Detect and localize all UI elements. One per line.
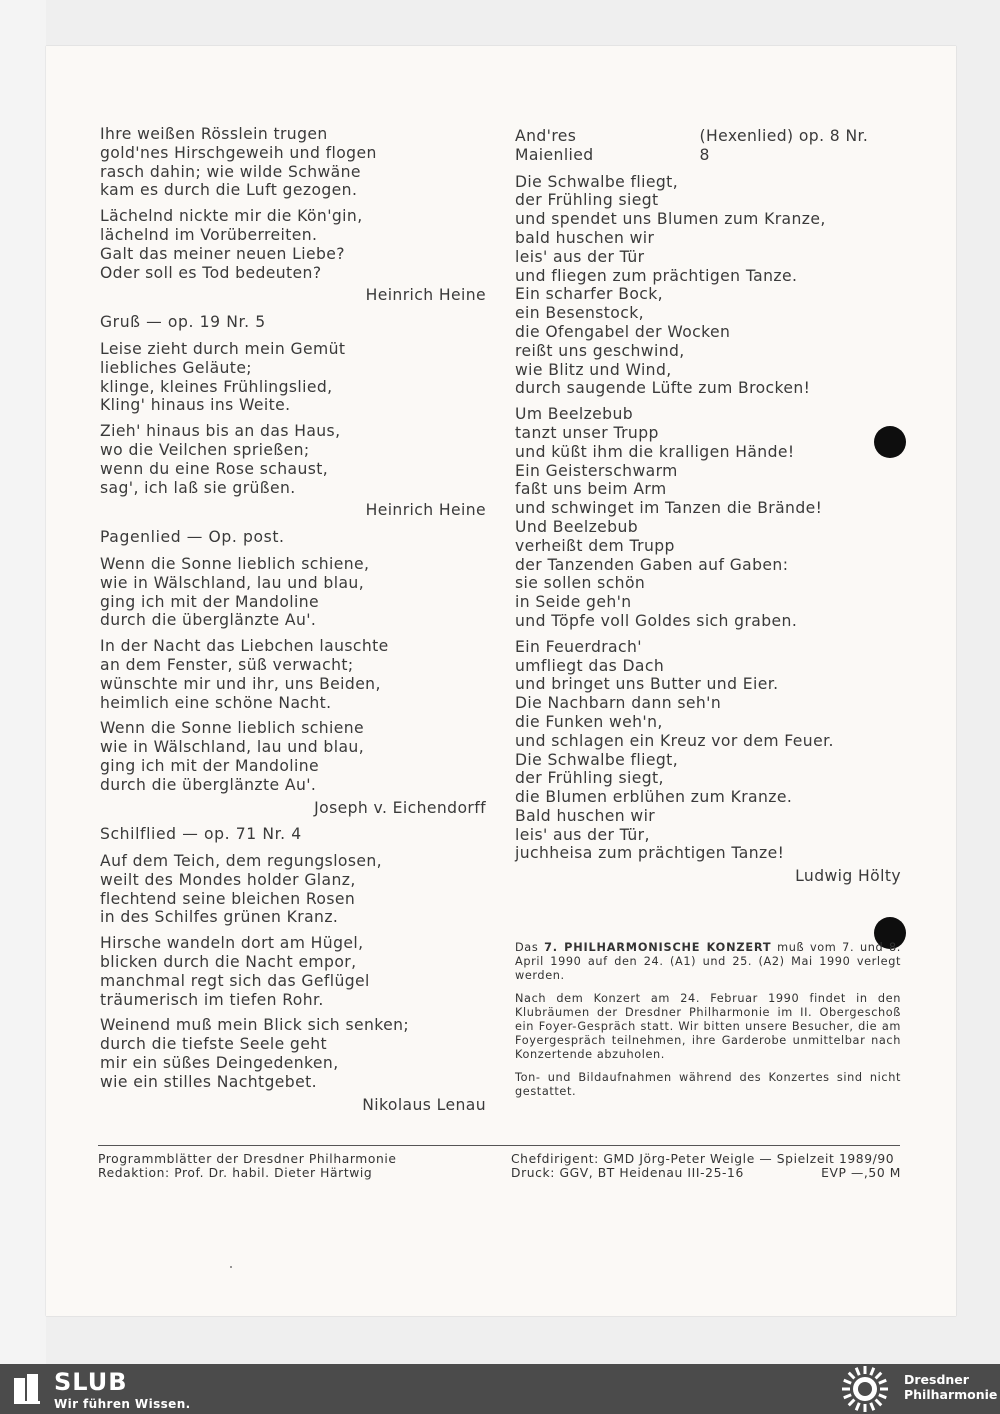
poem-title-text: And'res Maienlied [515,127,594,164]
stanza [100,422,490,497]
verse-line: Die Schwalbe fliegt, [515,750,679,769]
verse-line: und spendet uns Blumen zum Kranze, [515,210,826,229]
verse-line: leis' aus der Tür, [515,825,650,844]
verse-line: sag', ich laß sie grüßen. [100,478,296,497]
footer-publisher [98,1152,397,1180]
verse-line: in des Schilfes grünen Kranz. [100,908,339,927]
poem-pagenlied [100,528,490,817]
verse-line: leis' aus der Tür [515,247,645,266]
poem-gruss [100,313,490,520]
footer-print-row [511,1166,901,1180]
slub-wordmark[interactable]: SLUB [54,1368,128,1396]
verse-line: reißt uns geschwind, [515,341,685,360]
verse-line: wie in Wälschland, lau und blau, [100,573,365,592]
stanza [100,207,490,282]
note-concert-name: 7. PHILHARMONISCHE KONZERT [544,941,772,954]
verse-line: Leise zieht durch mein Gemüt [100,339,346,358]
verse-line: flechtend seine bleichen Rosen [100,889,356,908]
verse-line: Bald huschen wir [515,806,656,825]
verse-line: Die Schwalbe fliegt, [515,172,679,191]
verse-line: wünschte mir und ihr, uns Beiden, [100,674,381,693]
stanza [100,637,490,712]
verse-line: durch saugende Lüfte zum Brocken! [515,379,811,398]
punch-hole [874,426,906,458]
footer-line: Redaktion: Prof. Dr. habil. Dieter Härtwig [98,1166,373,1180]
intro-poem [100,125,490,305]
poem-author: Heinrich Heine [365,501,486,520]
scan-margin [0,0,46,1364]
viewer-footer-bar [0,1364,1000,1414]
poem-title: Pagenlied — Op. post. [100,528,285,547]
verse-line: Um Beelzebub [515,405,634,424]
poem-author: Nikolaus Lenau [362,1095,486,1114]
verse-line: Die Nachbarn dann seh'n [515,694,722,713]
stanza [515,405,905,631]
verse-line: Kling' hinaus ins Weite. [100,396,291,415]
verse-line: durch die überglänzte Au'. [100,611,317,630]
verse-line: Ein Feuerdrach' [515,637,642,656]
verse-line: Wenn die Sonne lieblich schiene [100,719,364,738]
verse-line: die Ofengabel der Wocken [515,322,731,341]
footer-price: EVP —,50 M [821,1166,901,1180]
poem-author: Heinrich Heine [365,286,486,305]
verse-line: Hirsche wandeln dort am Hügel, [100,934,364,953]
verse-line: und Töpfe voll Goldes sich graben. [515,611,798,630]
verse-line: umfliegt das Dach [515,656,665,675]
verse-line: manchmal regt sich das Geflügel [100,971,370,990]
verse-line: und fliegen zum prächtigen Tanze. [515,266,798,285]
verse-line: heimlich eine schöne Nacht. [100,693,332,712]
verse-line: juchheisa zum prächtigen Tanze! [515,844,785,863]
footer-line: Programmblätter der Dresdner Philharmonie [98,1152,397,1166]
right-column [515,127,905,891]
note-recording: Ton- und Bildaufnahmen während des Konzertes sind nicht gestattet. [515,1071,901,1098]
verse-line: durch die überglänzte Au'. [100,775,317,794]
verse-line: ging ich mit der Mandoline [100,592,320,611]
verse-line: ein Besenstock, [515,304,644,323]
verse-line: und bringet uns Butter und Eier. [515,675,779,694]
verse-line: Wenn die Sonne lieblich schiene, [100,554,370,573]
verse-line: verheißt dem Trupp [515,536,675,555]
slub-tagline: Wir führen Wissen. [54,1397,191,1411]
verse-line: rasch dahin; wie wilde Schwäne [100,162,361,181]
stanza [100,852,490,927]
poem-title: Gruß — op. 19 Nr. 5 [100,313,266,332]
verse-line: Lächelnd nickte mir die Kön'gin, [100,207,363,226]
verse-line: Weinend muß mein Blick sich senken; [100,1016,410,1035]
stanza [100,125,490,200]
verse-line: wo die Veilchen sprießen; [100,440,310,459]
verse-line: ging ich mit der Mandoline [100,756,320,775]
verse-line: wie ein stilles Nachtgebet. [100,1072,317,1091]
verse-line: der Frühling siegt, [515,769,664,788]
stanza [100,1016,490,1091]
verse-line: Ein scharfer Bock, [515,285,664,304]
verse-line: blicken durch die Nacht empor, [100,953,357,972]
slub-logo-icon [14,1372,40,1404]
verse-line: sie sollen schön [515,574,646,593]
verse-line: wie in Wälschland, lau und blau, [100,738,365,757]
verse-line: Ein Geisterschwarm [515,461,678,480]
poem-opus: (Hexenlied) op. 8 Nr. 8 [699,127,869,164]
verse-line: durch die tiefste Seele geht [100,1035,328,1054]
verse-line: an dem Fenster, süß verwacht; [100,655,354,674]
verse-line: kam es durch die Luft gezogen. [100,181,358,200]
verse-line: wenn du eine Rose schaust, [100,459,329,478]
verse-line: lächelnd im Vorüberreiten. [100,225,318,244]
poem-title [515,127,883,165]
stanza [100,719,490,794]
concert-notes [515,941,901,1108]
poem-schilflied [100,825,490,1114]
stanza [100,934,490,1009]
paper-speck [230,1266,232,1268]
verse-line: die Funken weh'n, [515,712,663,731]
stanza [100,555,490,630]
note-text: Das [515,941,545,954]
verse-line: und schlagen ein Kreuz vor dem Feuer. [515,731,834,750]
note-foyer-talk: Nach dem Konzert am 24. Februar 1990 findet in den Klubräumen der Dresdner Philharmonie im II. Obergeschoß ein Foyer-Gespräch statt. Wir bitten unsere Besucher, die am Foyergespräch teilnehmen, ihre Garderobe unmittelbar nach Konzertende abzuholen. [515,992,901,1061]
philharmonie-wordmark[interactable] [904,1372,997,1402]
verse-line: In der Nacht das Liebchen lauschte [100,637,389,656]
stanza [515,638,905,864]
verse-line: wie Blitz und Wind, [515,360,672,379]
philharmonie-logo-icon [838,1364,892,1414]
footer-line: Chefdirigent: GMD Jörg-Peter Weigle — Spielzeit 1989/90 [511,1152,895,1166]
poem-author: Ludwig Hölty [795,867,901,886]
left-column [100,125,490,1119]
verse-line: gold'nes Hirschgeweih und flogen [100,143,377,162]
verse-line: tanzt unser Trupp [515,423,659,442]
verse-line: und schwinget im Tanzen die Brände! [515,499,823,518]
verse-line: der Tanzenden Gaben auf Gaben: [515,555,789,574]
philharmonie-line: Philharmonie [904,1387,998,1402]
verse-line: und küßt ihm die kralligen Hände! [515,442,795,461]
verse-line: träumerisch im tiefen Rohr. [100,990,324,1009]
footer-line: Druck: GGV, BT Heidenau III-25-16 [511,1166,744,1180]
verse-line: Galt das meiner neuen Liebe? [100,244,345,263]
verse-line: mir ein süßes Deingedenken, [100,1054,339,1073]
verse-line: Oder soll es Tod bedeuten? [100,263,322,282]
stanza [515,173,905,399]
verse-line: in Seide geh'n [515,593,632,612]
verse-line: Zieh' hinaus bis an das Haus, [100,422,341,441]
note-text: muß vom 7. und 8. April 1990 auf den 24. (A1) und 25. (A2) Mai 1990 verlegt werden. [515,941,901,982]
poem-author: Joseph v. Eichendorff [314,798,486,817]
verse-line: faßt uns beim Arm [515,480,667,499]
verse-line: weilt des Mondes holder Glanz, [100,870,356,889]
note-postponement [515,941,901,983]
verse-line: Auf dem Teich, dem regungslosen, [100,852,383,871]
verse-line: klinge, kleines Frühlingslied, [100,377,333,396]
verse-line: bald huschen wir [515,228,655,247]
philharmonie-line: Dresdner [904,1372,969,1387]
verse-line: der Frühling siegt [515,191,659,210]
verse-line: Ihre weißen Rösslein trugen [100,125,328,143]
footer-credits [511,1152,901,1180]
verse-line: die Blumen erblühen zum Kranze. [515,788,793,807]
verse-line: liebliches Geläute; [100,358,252,377]
poem-title: Schilflied — op. 71 Nr. 4 [100,825,302,844]
verse-line: Und Beelzebub [515,517,639,536]
footer-divider [98,1145,900,1146]
stanza [100,340,490,415]
